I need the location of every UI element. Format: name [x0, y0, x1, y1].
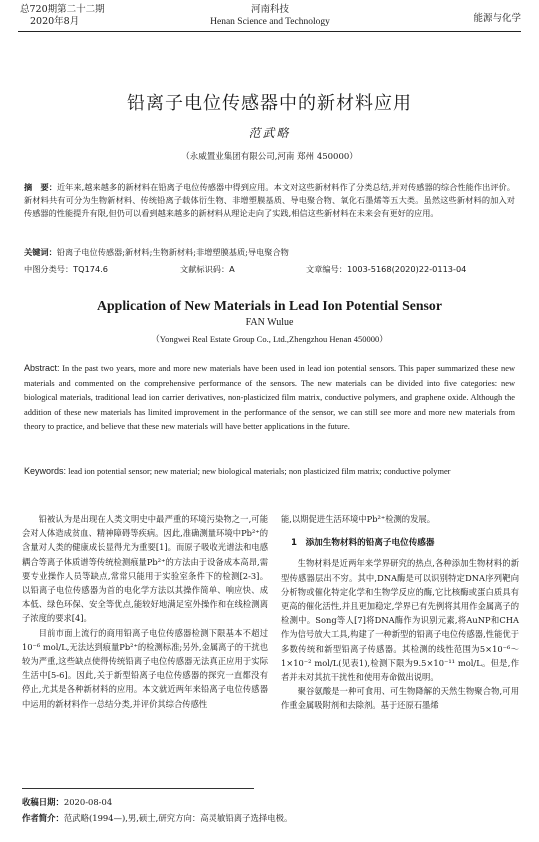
received-label: 收稿日期： [22, 797, 64, 807]
keywords-cn [24, 246, 515, 259]
paper-title-cn: 铅离子电位传感器中的新材料应用 [127, 93, 412, 114]
issue-date: 2020年8月 [30, 16, 80, 27]
body-paragraph: 目前市面上流行的商用铅离子电位传感器检测下限基本不超过10⁻⁶ mol/L,无法达到痕量Pb²⁺的检测标准;另外,金属离子的干扰也较为严重,这些缺点使得传统铅离子电位传感器无法真正应用于实际生活中[5-6]。因此,关于新型铅离子电位传感器的探究一直都没有停止,尤其是各种新材料的应用。本文就近两年来铅离子电位传感器中运用的新材料作一总结分类,并评价其综合传感性 [22, 627, 268, 709]
document-code: 文献标识码：A [180, 264, 235, 274]
body-paragraph: 生物材料是近两年来学界研究的热点,各种添加生物材料的新型传感器层出不穷。其中,DNA酶是可以识别特定DNA序列靶向分析物或催化特定化学和生物学反应的酶,它比核酶或蛋白质具有更高的催化活性,并且更加稳定,学界已有先例将其用作金属离子的检测中。Song等人[7]将DNA酶作为识别元素,将AuNP和CHA作为信号放大工具,构建了一种新型的铅离子电位传感器,性能优于多数传统和新型铅离子传感器。其检测的线性范围为5×10⁻⁶～1×10⁻² mol/L(见表1),检测下限为9.5×10⁻¹¹ mol/L。但是,作者并未对其抗干扰性和使用寿命做出说明。 [281, 558, 519, 683]
section-heading: 1 添加生物材料的铅离子电位传感器 [291, 538, 435, 549]
keywords-cn-label: 关键词： [24, 247, 57, 257]
body-paragraph: 能,以期促进生活环境中Pb²⁺检测的发展。 [281, 514, 435, 524]
body-left-column [22, 512, 268, 711]
body-right-column [281, 512, 519, 713]
affiliation-en: （Yongwei Real Estate Group Co., Ltd.,Zhengzhou Henan 450000） [151, 334, 388, 344]
abstract-en [24, 361, 515, 435]
abstract-cn [24, 181, 515, 221]
author-bio [22, 812, 502, 825]
keywords-en-label: Keywords: [24, 466, 67, 476]
abstract-en-text: In the past two years, more and more new materials have been used in lead ion potential sensors. This paper summarized these new materials and commented on the comprehensive performance of the sensors. The new materials can be divided into five categories: new biological materials, traditional lead ion carrier derivatives, non-plasticized film matrix, conductive polymers, and graphene oxide. Although the addition of these new materials has limited improvement in the performance of the sensor, we can still see more and more new materials from theory to practice, and believe that these new materials will have better applications in the future. [24, 364, 515, 432]
header-rule [18, 31, 521, 32]
article-number: 文章编号：1003-5168(2020)22-0113-04 [306, 264, 467, 274]
journal-name-en: Henan Science and Technology [210, 17, 330, 27]
body-paragraph: 铅被认为是出现在人类文明史中最严重的环境污染物之一,可能会对人体造成贫血、精神障碍等疾病。因此,准确测量环境中Pb²⁺的含量对人类的健康成长显得尤为重要[1]。而原子吸收光谱法和电感耦合等离子体质谱等传统检测痕量Pb²⁺的方法由于设备成本高昂,需要专业操作人员等缺点,常常只能用于实验室条件下的检测[2-3]。以铅离子电位传感器为首的电化学方法以其操作简单、响应快、成本低、绿色环保、安全等优点,能较好地满足室外操作和在线检测离子浓度的要求[4]。 [22, 514, 268, 624]
journal-name [170, 4, 370, 28]
keywords-en-text: lead ion potential sensor; new material; new biological materials; non plasticized film matrix; conductive polymer [66, 467, 451, 476]
author-cn: 范武略 [248, 126, 291, 140]
abstract-cn-label: 摘 要： [24, 182, 57, 192]
journal-name-cn: 河南科技 [250, 4, 289, 15]
paper-title-en: Application of New Materials in Lead Ion Potential Sensor [97, 298, 442, 313]
bio-value: 范武略(1994—),男,硕士,研究方向：高灵敏铅离子选择电极。 [63, 813, 293, 823]
issue-info [20, 4, 105, 28]
keywords-cn-text: 铅离子电位传感器;新材料;生物新材料;非增塑膜基质;导电聚合物 [56, 247, 289, 257]
received-date [22, 796, 502, 809]
received-value: 2020-08-04 [63, 797, 113, 807]
issue-number: 总720期第二十二期 [20, 4, 105, 15]
keywords-en [24, 464, 515, 480]
author-en: FAN Wulue [245, 317, 294, 328]
affiliation-cn: （永威置业集团有限公司,河南 郑州 450000） [181, 152, 358, 162]
body-paragraph: 聚谷氨酸是一种可食用、可生物降解的天然生物聚合物,可用作重金属吸附剂和去除剂。基于还原石墨烯 [281, 686, 519, 711]
column-name: 能源与化学 [473, 13, 521, 24]
footnote-rule [22, 788, 254, 789]
abstract-en-label: Abstract: [24, 363, 60, 373]
bio-label: 作者简介： [22, 813, 64, 823]
clc-number: 中图分类号：TQ174.6 [24, 264, 109, 274]
abstract-cn-text: 近年来,越来越多的新材料在铅离子电位传感器中得到应用。本文对这些新材料作了分类总结,并对传感器的综合性能作出评价。新材料共有可分为生物新材料、传统铅离子载体衍生物、非增塑膜基质、导电聚合物、氧化石墨烯等五大类。虽然这些新材料的加入对传感器的性能提升有限,但仍可以看到越来越多的新材料从理论走向了实践,相信这些新材料在未来会有更好的应用。 [24, 182, 515, 219]
